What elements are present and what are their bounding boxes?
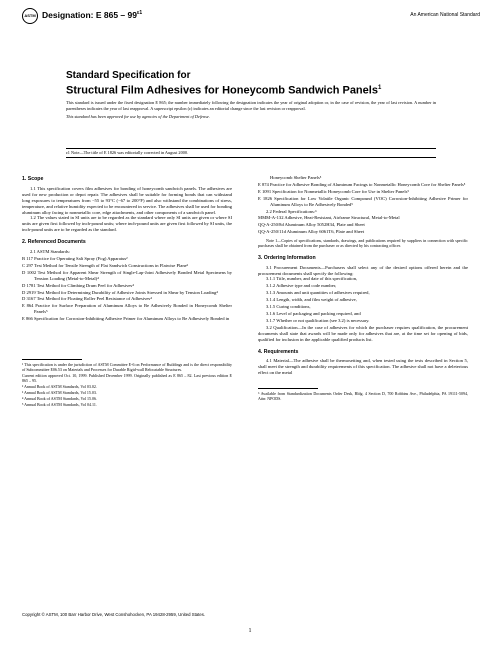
footnote-divider: [258, 388, 318, 389]
paragraph-2-2: 2.2 Federal Specifications:⁶: [266, 208, 317, 214]
reference-item: E 1091 Specification for Nonmetallic Honeycomb Core for Use in Shelter Panels⁵: [258, 188, 409, 194]
federal-spec-item: MMM-A-132 Adhesive, Heat-Resistant, Airframe Structural, Metal-to-Metal: [258, 215, 400, 221]
notice-paragraph: This standard is issued under the fixed designation E 865; the number immediately following the designation indicates the year of original adoption or, in the case of revision, the year of last revision. A number in parentheses indicates the year of last reapproval. A superscript epsilon (ε) indicates an editorial change since the last revision or reapproval.: [66, 100, 436, 111]
order-item: 3.1.6 Level of packaging and packing required, and: [266, 311, 361, 316]
header: [22, 6, 480, 30]
section-heading-referenced-documents: 2. Referenced Documents: [22, 239, 86, 246]
paragraph-2-1: 2.1 ASTM Standards:: [30, 249, 70, 255]
designation: Designation: E $865 - 99^{\varepsilon 1}$: [42, 10, 143, 20]
reference-item: E 864 Practice for Surface Preparation of Aluminum Alloys to Be Adhesively Bonded in Honeycomb Shelter Panels⁵: [22, 303, 232, 315]
federal-spec-item: QQ-A-250/11d Aluminum Alloy 6061T6, Plate and Sheet: [258, 229, 365, 235]
section-heading-ordering: 3. Ordering Information: [258, 254, 316, 261]
footnote: ⁵ Annual Book of ASTM Standards, Vol 04.11.: [22, 402, 97, 408]
order-item: 3.1.4 Length, width, and film weight of adhesive,: [266, 297, 357, 303]
reference-item: E 1826 Specification for Low Volatile Organic Compound (VOC) Corrosion-Inhibiting Adhesive Primer for Aluminum Alloys to Be Adhesively Bonded⁵: [258, 195, 468, 207]
left-column: [22, 175, 232, 408]
astm-logo: ASTM: [22, 8, 38, 24]
reference-item: B 117 Practice for Operating Salt Spray (Fog) Apparatus²: [22, 255, 128, 261]
divider: [66, 148, 436, 149]
editorial-note-text: ε1 Note—The title of E 1826 was editorially corrected in August 2000.: [66, 150, 189, 155]
right-column: [258, 175, 468, 402]
copyright-footer: Copyright © ASTM, 100 Barr Harbor Drive, West Conshohocken, PA 19428-2959, United States.: [22, 612, 206, 617]
paragraph-3-2: 3.2 Qualification—In the case of adhesives for which the purchaser requires qualification, the procurement documents shall state that awards will be made only for adhesives that are, at the time set for opening of bids, qualified for inclusion in the applicable qualified products list.: [258, 324, 468, 342]
footnote: ⁴ Annual Book of ASTM Standards, Vol 15.06.: [22, 396, 98, 402]
document-title: [66, 70, 446, 98]
reference-item: E 866 Specification for Corrosion-Inhibiting Adhesive Primer for Aluminum Alloys to Be Adhesively Bonded in: [22, 316, 230, 322]
order-item: 3.1.2 Adhesive type and code number,: [266, 283, 337, 289]
order-item: 3.1.3 Amounts and unit quantities of adhesives required,: [266, 290, 370, 296]
divider: [66, 157, 436, 158]
order-item: 3.1.7 Whether or not qualification (see 3.2) is necessary.: [266, 317, 370, 323]
footnote: ¹ This specification is under the jurisdiction of ASTM Committee E-6 on Performance of Buildings and is the direct responsibility of Subcommittee E06.53 on Materials and Processes for Durable Rigid-wall Relocatable Structures.: [22, 362, 232, 373]
reference-continuation: Honeycomb Shelter Panels⁵: [270, 175, 322, 180]
standard-notice: [66, 100, 436, 123]
reference-item: D 3167 Test Method for Floating Roller Peel Resistance of Adhesives⁴: [22, 296, 152, 302]
note-1: Note 1—Copies of specifications, standards, drawings, and publications required by suppliers in connection with specific purchases shall be obtained from the purchaser or as directed by his contracting officer.: [258, 238, 468, 249]
reference-item: D 1002 Test Method for Apparent Shear Strength of Single-Lap-Joint Adhesively Bonded Metal Specimens by Tension Loading (Metal-to-Metal)⁴: [22, 269, 232, 281]
epsilon-mark: ε1: [136, 10, 143, 17]
footnote: ³ Annual Book of ASTM Standards, Vol 15.03.: [22, 390, 97, 396]
title-line-1: Standard Specification for: [66, 70, 191, 81]
paragraph-1-1: 1.1 This specification covers film adhesives for bonding of honeycomb sandwich panels. The adhesives are used for new production or depot repair. The adhesives shall be suitable for forming bonds that can withstand long exposures to temperatures from −55 to 93°C (−67 to 200°F) and also withstand the combinations of stress, temperature, and relative humidity expected to be encountered in service. The adhesives shall be used for bonding aluminum alloy facing to nonmetallic core, edge attachments, and other components of a sandwich panel.: [22, 185, 232, 215]
paragraph-1-2: 1.2 The values stated in SI units are to be regarded as the standard where only SI units are given or where SI units are given first followed by inch-pound units; where inch-pound units are given first followed by SI units, the inch-pound units are to be regarded as the standard.: [22, 215, 232, 233]
paragraph-4-1: 4.1 Material—The adhesive shall be thermosetting and, when tested using the tests described in Section 5, shall meet the strength and durability requirements of this specification. The adhesive shall not have a deleterious effect on the metal: [258, 358, 468, 376]
section-heading-requirements: 4. Requirements: [258, 348, 299, 355]
order-item: 3.1.5 Curing conditions,: [266, 304, 311, 310]
footnote: Current edition approved Oct. 10, 1999. Published December 1999. Originally published as E 865 – 82. Last previous edition E 865 – 95.: [22, 373, 232, 384]
reference-item: D 2919 Test Method for Determining Durability of Adhesive Joints Stressed in Shear by Tension Loading⁴: [22, 289, 218, 295]
section-heading-scope: 1. Scope: [22, 176, 44, 182]
order-item: 3.1.1 Title, number, and date of this specification,: [266, 276, 358, 282]
federal-spec-item: QQ-A-250/8d Aluminum Alloy 5052H34, Plate and Sheet: [258, 222, 365, 228]
dod-approval: This standard has been approved for use by agencies of the Department of Defense.: [66, 114, 210, 120]
american-national-standard: An American National Standard: [410, 12, 480, 18]
reference-item: C 297 Test Method for Tensile Strength of Flat Sandwich Constructions in Flatwise Plane³: [22, 262, 189, 268]
editorial-note: [66, 148, 436, 158]
reference-item: D 1781 Test Method for Climbing Drum Peel for Adhesives⁴: [22, 282, 134, 288]
paragraph-3-1: 3.1 Procurement Documents—Purchasers shall select any of the desired options offered herein and the procurement documents shall specify the following:: [258, 264, 468, 276]
footnote: ⁶ Available from Standardization Documents Order Desk, Bldg. 4 Section D, 700 Robbins Ave., Philadelphia, PA 19111-5094, Attn: NPODS.: [258, 391, 468, 402]
footnote: ² Annual Book of ASTM Standards, Vol 03.02.: [22, 384, 97, 390]
footnote-divider: [22, 359, 82, 360]
title-line-2: Structural Film Adhesives for Honeycomb Sandwich Panels$^1$: [66, 84, 382, 97]
page-number: 1: [248, 628, 252, 634]
reference-item: E 874 Practice for Adhesive Bonding of Aluminum Facings to Nonmetallic Honeycomb Core for Shelter Panels⁵: [258, 181, 466, 187]
